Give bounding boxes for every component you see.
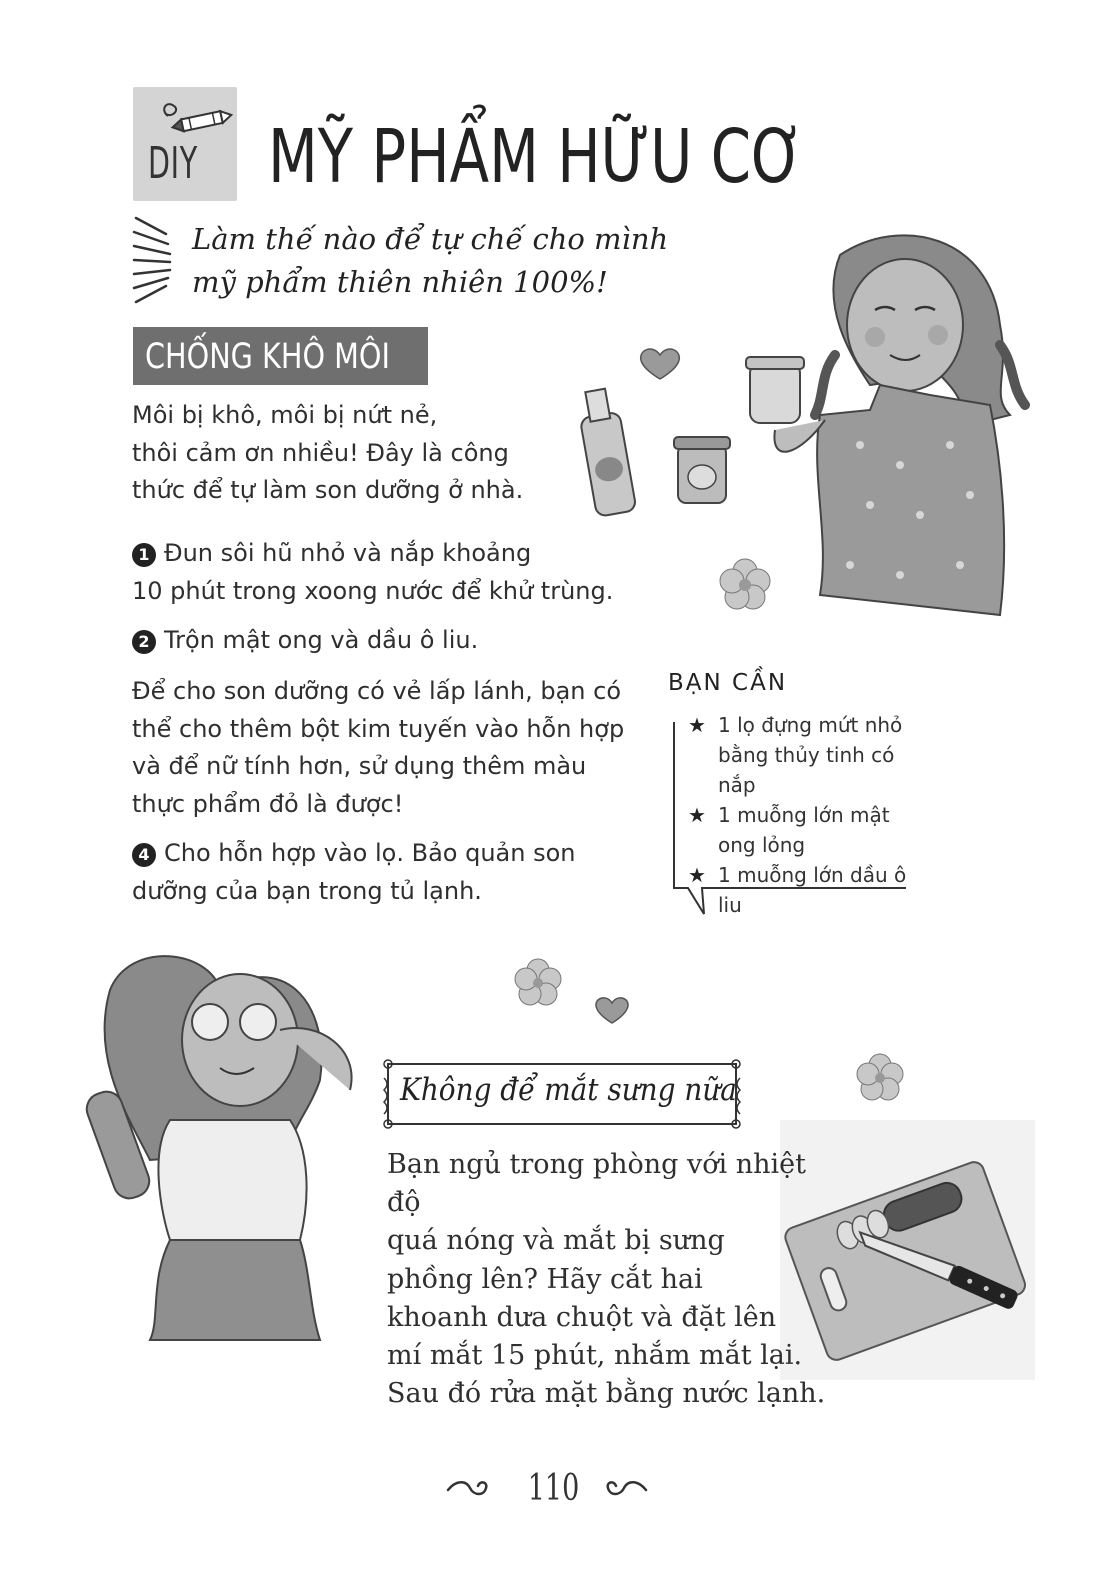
subtitle-line: Làm thế nào để tự chế cho mình	[192, 222, 669, 256]
star-icon: ★	[688, 863, 706, 887]
text-line: Đun sôi hũ nhỏ và nắp khoảng	[164, 539, 532, 567]
girl-with-jar-illustration	[570, 215, 1040, 655]
text-line: mí mắt 15 phút, nhắm mắt lại.	[387, 1340, 803, 1372]
text-line: và để nữ tính hơn, sử dụng thêm màu	[132, 752, 587, 780]
text-line: thức để tự làm son dưỡng ở nhà.	[132, 476, 524, 504]
pencil-icon	[158, 96, 234, 138]
text-line: 1 muỗng lớn mật	[718, 803, 890, 827]
text-line: 10 phút trong xoong nước để khử trùng.	[132, 576, 614, 605]
list-item	[688, 860, 928, 920]
text-line: 1 muỗng lớn dầu ô liu	[718, 863, 907, 917]
star-icon: ★	[688, 713, 706, 737]
flower-icon	[850, 1050, 910, 1106]
text-line: 1 lọ đựng mứt nhỏ	[718, 713, 903, 737]
text-line: Môi bị khô, môi bị nứt nẻ,	[132, 401, 438, 429]
burst-lines-icon	[130, 212, 174, 308]
step-number: 1	[132, 543, 156, 567]
text-line: Bạn ngủ trong phòng với nhiệt độ	[387, 1149, 806, 1219]
flourish-icon	[600, 1476, 648, 1502]
text-line: thôi cảm ơn nhiều! Đây là công	[132, 438, 509, 467]
text-line: ong lỏng	[718, 833, 806, 857]
step-4	[132, 835, 632, 910]
heart-icon	[641, 349, 680, 379]
step-number: 4	[132, 843, 156, 867]
ingredient-list	[688, 710, 928, 920]
flourish-icon	[446, 1476, 494, 1502]
star-icon: ★	[688, 803, 706, 827]
flower-icon	[720, 559, 770, 609]
list-item	[688, 800, 928, 860]
diy-label: DIY	[148, 138, 198, 189]
text-line: Cho hỗn hợp vào lọ. Bảo quản son	[164, 839, 576, 867]
section-heading-text: CHỐNG KHÔ MÔI	[145, 337, 390, 377]
list-item	[688, 710, 928, 800]
text-line: dưỡng của bạn trong tủ lạnh.	[132, 876, 482, 905]
text-line: quá nóng và mắt bị sưng	[387, 1225, 725, 1257]
text-line: Trộn mật ong và dầu ô liu.	[164, 626, 479, 654]
girl-with-cucumber-illustration	[90, 950, 380, 1340]
text-line: phồng lên? Hãy cắt hai	[387, 1263, 703, 1295]
decor-cluster	[510, 955, 640, 1035]
text-line: Sau đó rửa mặt bằng nước lạnh.	[387, 1378, 826, 1410]
section2-paragraph	[387, 1146, 827, 1413]
step-2	[132, 622, 632, 660]
text-line: thực phẩm đỏ là được!	[132, 789, 404, 818]
intro-paragraph	[132, 397, 602, 510]
section2-heading: Không để mắt sưng nữa	[400, 1072, 737, 1108]
page-title: MỸ PHẨM HỮU CƠ	[268, 114, 804, 200]
step-number: 2	[132, 630, 156, 654]
heart-icon	[596, 998, 628, 1023]
step-1	[132, 535, 632, 610]
page-number: 110	[527, 1468, 580, 1509]
text-line: khoanh dưa chuột và đặt lên	[387, 1301, 777, 1333]
section-heading-lips	[133, 327, 428, 385]
text-line: Để cho son dưỡng có vẻ lấp lánh, bạn có	[132, 677, 621, 705]
text-line: thể cho thêm bột kim tuyến vào hỗn hợp	[132, 714, 625, 743]
tip-paragraph	[132, 673, 632, 823]
you-need-title: BẠN CẦN	[668, 670, 788, 696]
subtitle-line: mỹ phẩm thiên nhiên 100%!	[192, 265, 608, 299]
flower-icon	[515, 959, 561, 1005]
text-line: bằng thủy tinh có nắp	[718, 743, 895, 797]
